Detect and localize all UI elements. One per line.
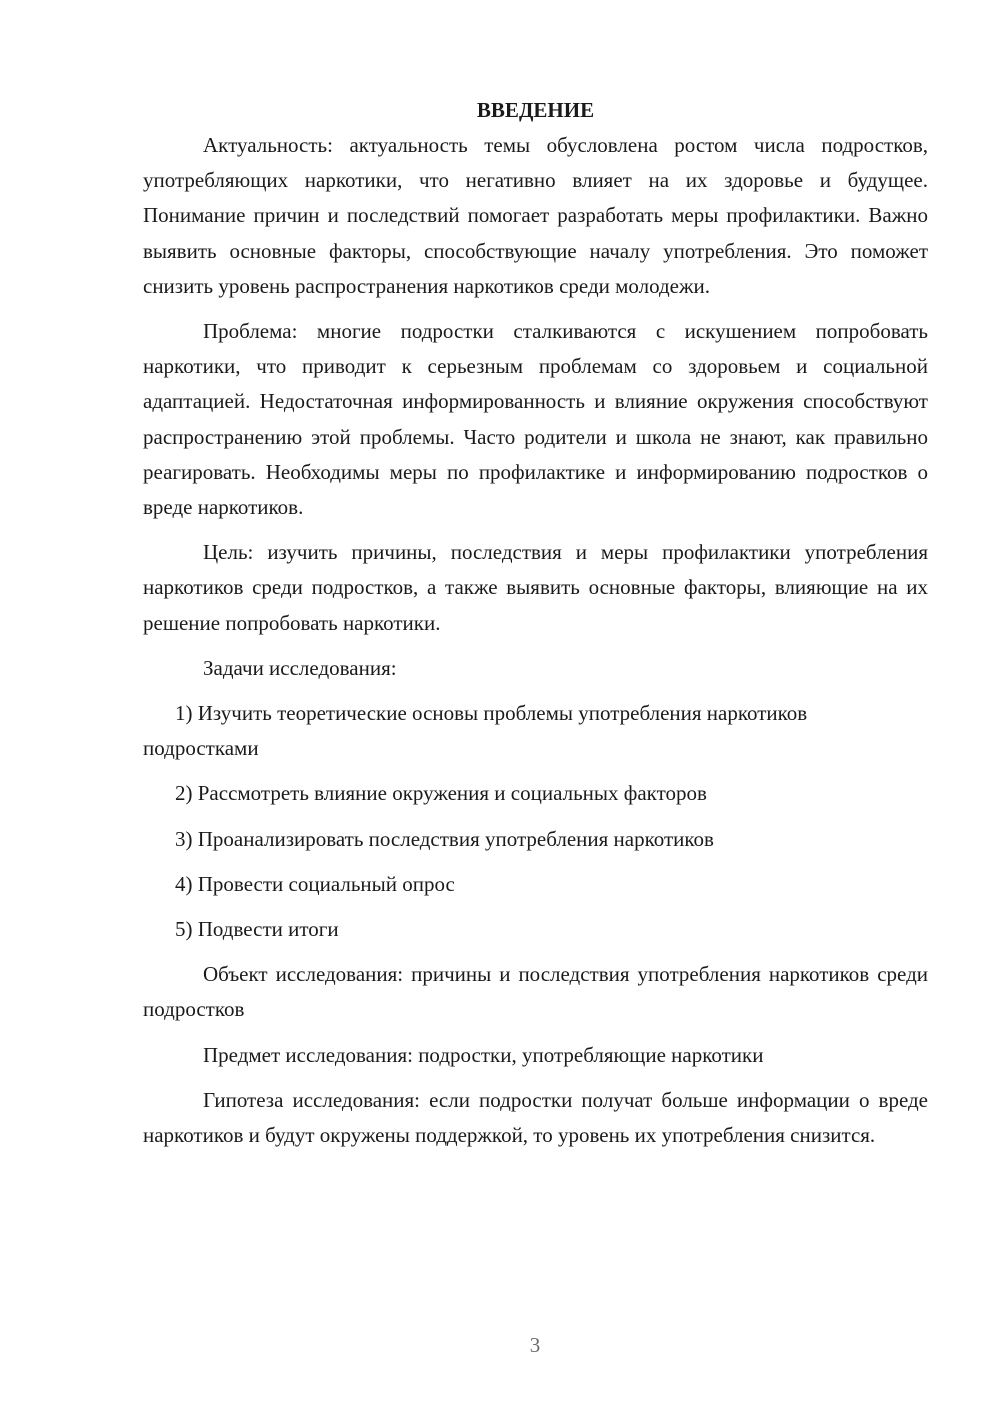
task-item: 3) Проанализировать последствия употребления наркотиков <box>175 826 714 851</box>
task-item: 1) Изучить теоретические основы проблемы употребления наркотиков подростками <box>143 701 808 761</box>
paragraph-hypothesis: Гипотеза исследования: если подростки получат больше информации о вреде наркотиков и будут окружены поддержкой, то уровень их употребления снизится. <box>143 1087 928 1148</box>
task-item: 4) Провести социальный опрос <box>175 871 455 896</box>
tasks-title: Задачи исследования: <box>203 655 397 680</box>
page-number: 3 <box>529 1333 541 1357</box>
tasks-list <box>143 696 928 947</box>
paragraph-subject: Предмет исследования: подростки, употребляющие наркотики <box>203 1042 764 1067</box>
paragraph-object: Объект исследования: причины и последствия употребления наркотиков среди подростков <box>143 962 928 1022</box>
paragraph-problem: Проблема: многие подростки сталкиваются с искушением попробовать наркотики, что приводит к серьезным проблемам со здоровьем и социальной адаптацией. Недостаточная информированность и влияние окружения способствуют распространению этой проблемы. Часто родители и школа не знают, как правильно реагировать. Необходимы меры по профилактике и информированию подростков о вреде наркотиков. <box>143 319 928 520</box>
paragraph-goal: Цель: изучить причины, последствия и меры профилактики употребления наркотиков среди подростков, а также выявить основные факторы, влияющие на их решение попробовать наркотики. <box>143 540 928 635</box>
section-heading: ВВЕДЕНИЕ <box>476 98 595 122</box>
paragraph-relevance: Актуальность: актуальность темы обусловлена ростом числа подростков, употребляющих наркотики, что негативно влияет на их здоровье и будущее. Понимание причин и последствий помогает разработать меры профилактики. Важно выявить основные факторы, способствующие началу употребления. Это поможет снизить уровень распространения наркотиков среди молодежи. <box>143 133 928 298</box>
task-item: 5) Подвести итоги <box>175 917 339 942</box>
task-item: 2) Рассмотреть влияние окружения и социальных факторов <box>175 781 707 806</box>
page-body <box>143 92 928 1163</box>
